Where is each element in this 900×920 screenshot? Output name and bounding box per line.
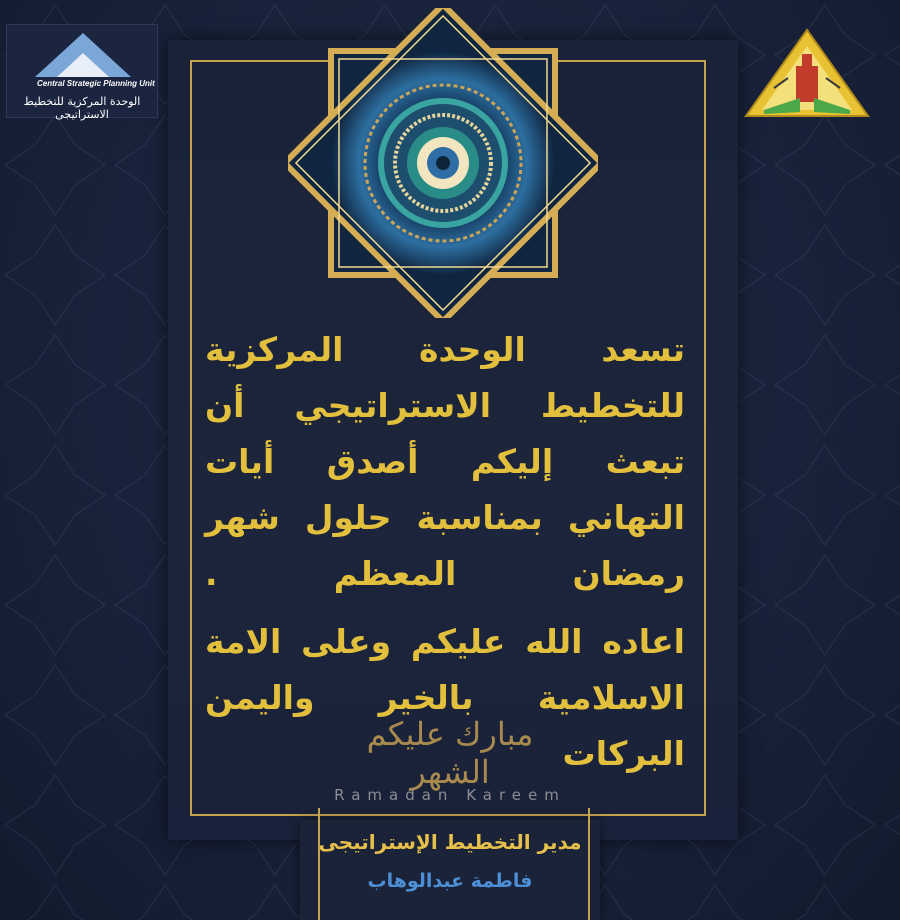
greeting-paragraph-2: اعاده الله عليكم وعلى الامة الاسلامية بالخير واليمن البركات xyxy=(205,622,685,773)
signature-name: فاطمة عبدالوهاب xyxy=(367,870,533,892)
logo-arabic-text: الوحدة المركزية للتخطيط الاستراتيجى xyxy=(23,95,141,121)
signature-frame xyxy=(318,808,590,920)
logo-english-text: Central Strategic Planning Unit xyxy=(37,79,155,88)
signature-title: مدير التخطيط الإستراتيجى xyxy=(318,830,582,854)
ramadan-kareem-text: Ramadan Kareem xyxy=(334,786,566,804)
logo-triangle-inner xyxy=(57,53,109,77)
geometric-star-ornament-icon xyxy=(288,8,598,318)
calligraphy-text: مبارك عليكم الشهر xyxy=(366,715,534,791)
greeting-paragraph-1: تسعد الوحدة المركزية للتخطيط الاستراتيجي أن تبعث إليكم أصدق أيات التهاني بمناسبة حلول شهر رمضان المعظم . xyxy=(205,330,685,593)
planning-unit-logo-icon xyxy=(6,24,158,121)
university-emblem-icon xyxy=(744,28,870,120)
greeting-message xyxy=(205,322,685,782)
